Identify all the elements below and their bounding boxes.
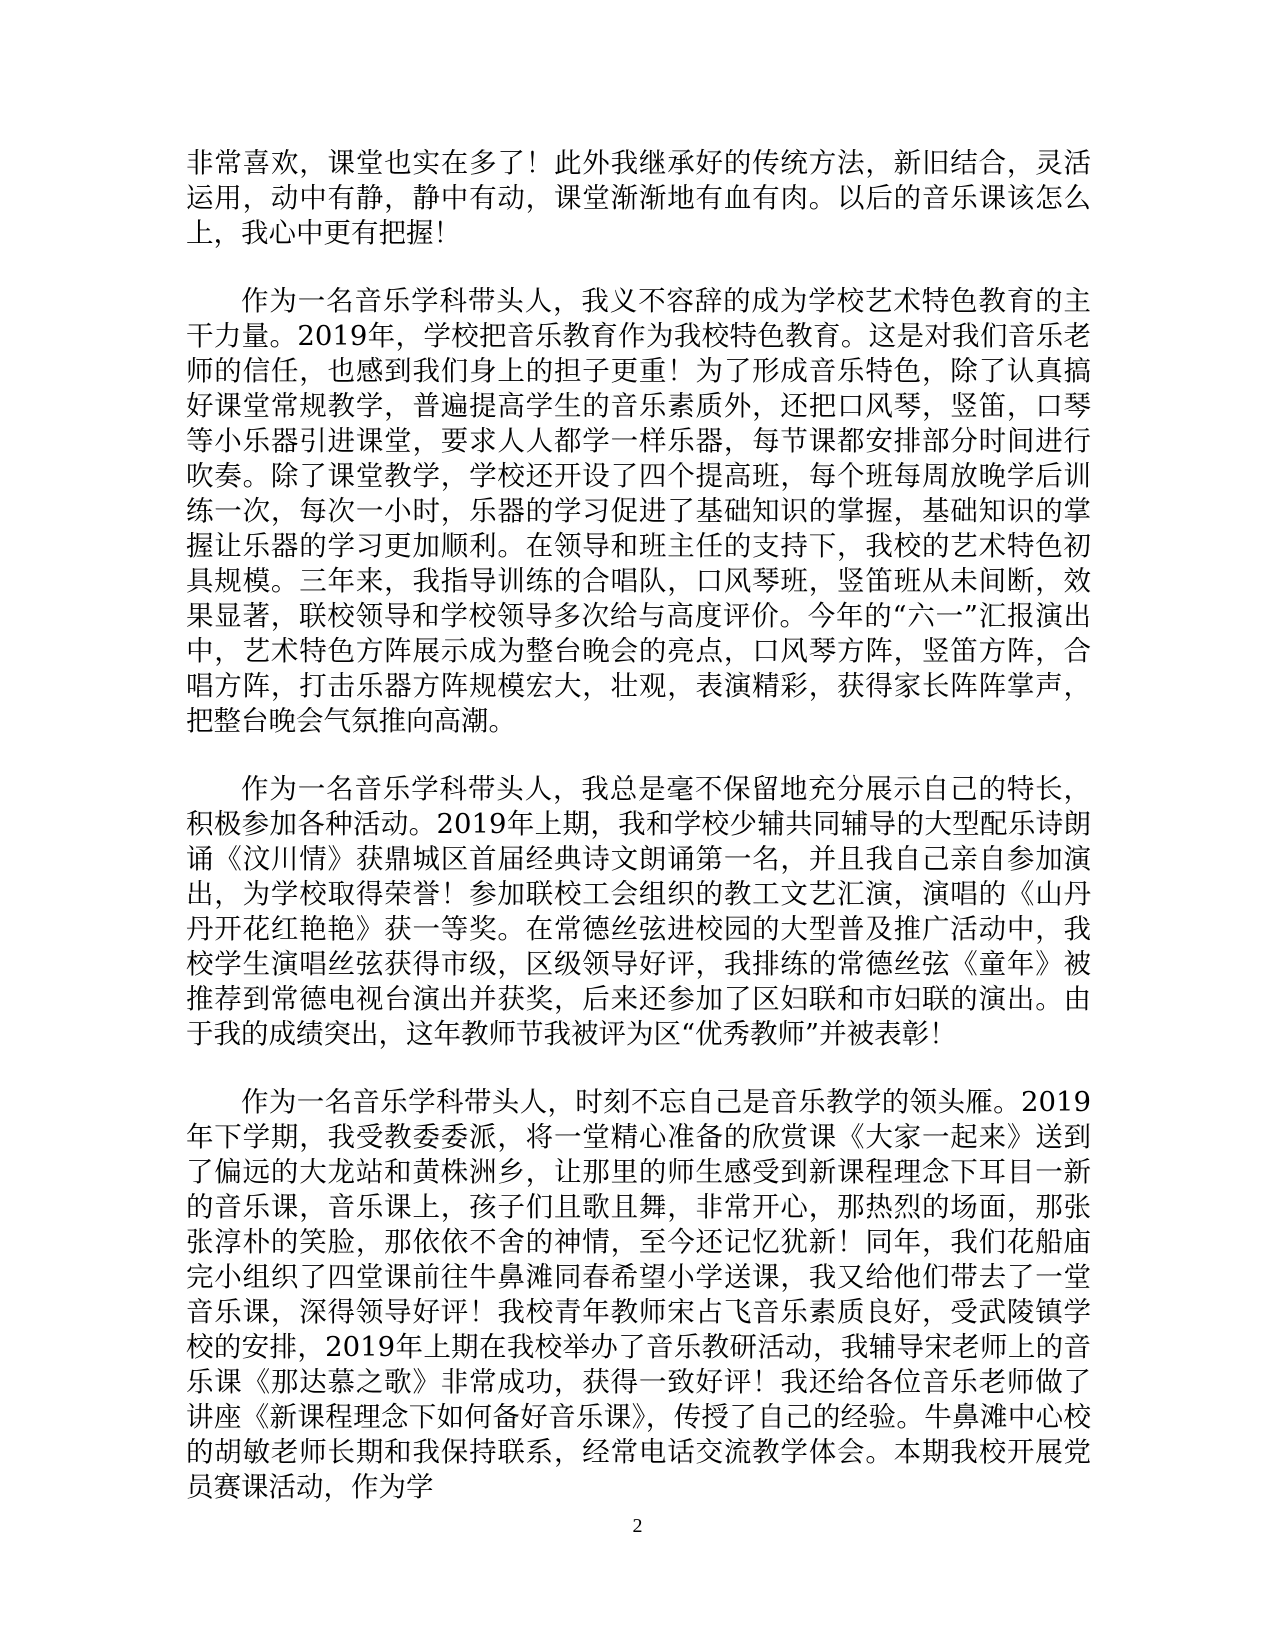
document-body — [186, 146, 1091, 1538]
paragraph-continuation: 非常喜欢，课堂也实在多了！此外我继承好的传统方法，新旧结合，灵活运用，动中有静，静中有动，课堂渐渐地有血有肉。以后的音乐课该怎么上，我心中更有把握！ — [186, 147, 1091, 249]
page-number: 2 — [632, 1515, 643, 1537]
paragraph-leadership: 作为一名音乐学科带头人，时刻不忘自己是音乐教学的领头雁。2019年下学期，我受教委委派，将一堂精心准备的欣赏课《大家一起来》送到了偏远的大龙站和黄株洲乡，让那里的师生感受到新课程理念下耳目一新的音乐课，音乐课上，孩子们且歌且舞，非常开心，那热烈的场面，那张张淳朴的笑脸，那依依不舍的神情，至今还记忆犹新！同年，我们花船庙完小组织了四堂课前往牛鼻滩同春希望小学送课，我又给他们带去了一堂音乐课，深得领导好评！我校青年教师宋占飞音乐素质良好，受武陵镇学校的安排，2019年上期在我校举办了音乐教研活动，我辅导宋老师上的音乐课《那达慕之歌》非常成功，获得一致好评！我还给各位音乐老师做了讲座《新课程理念下如何备好音乐课》，传授了自己的经验。牛鼻滩中心校的胡敏老师长期和我保持联系，经常电话交流教学体会。本期我校开展党员赛课活动，作为学 — [186, 1086, 1091, 1503]
paragraph-activities: 作为一名音乐学科带头人，我总是毫不保留地充分展示自己的特长，积极参加各种活动。2019年上期，我和学校少辅共同辅导的大型配乐诗朗诵《汶川情》获鼎城区首届经典诗文朗诵第一名，并且我自己亲自参加演出，为学校取得荣誉！参加联校工会组织的教工文艺汇演，演唱的《山丹丹开花红艳艳》获一等奖。在常德丝弦进校园的大型普及推广活动中，我校学生演唱丝弦获得市级，区级领导好评，我排练的常德丝弦《童年》被推荐到常德电视台演出并获奖，后来还参加了区妇联和市妇联的演出。由于我的成绩突出，这年教师节我被评为区“优秀教师”并被表彰！ — [186, 773, 1091, 1050]
paragraph-art-education: 作为一名音乐学科带头人，我义不容辞的成为学校艺术特色教育的主干力量。2019年，学校把音乐教育作为我校特色教育。这是对我们音乐老师的信任，也感到我们身上的担子更重！为了形成音乐特色，除了认真搞好课堂常规教学，普遍提高学生的音乐素质外，还把口风琴，竖笛，口琴等小乐器引进课堂，要求人人都学一样乐器，每节课都安排部分时间进行吹奏。除了课堂教学，学校还开设了四个提高班，每个班每周放晚学后训练一次，每次一小时，乐器的学习促进了基础知识的掌握，基础知识的掌握让乐器的学习更加顺利。在领导和班主任的支持下，我校的艺术特色初具规模。三年来，我指导训练的合唱队，口风琴班，竖笛班从未间断，效果显著，联校领导和学校领导多次给与高度评价。今年的“六一”汇报演出中，艺术特色方阵展示成为整台晚会的亮点，口风琴方阵，竖笛方阵，合唱方阵，打击乐器方阵规模宏大，壮观，表演精彩，获得家长阵阵掌声，把整台晚会气氛推向高潮。 — [186, 285, 1091, 737]
